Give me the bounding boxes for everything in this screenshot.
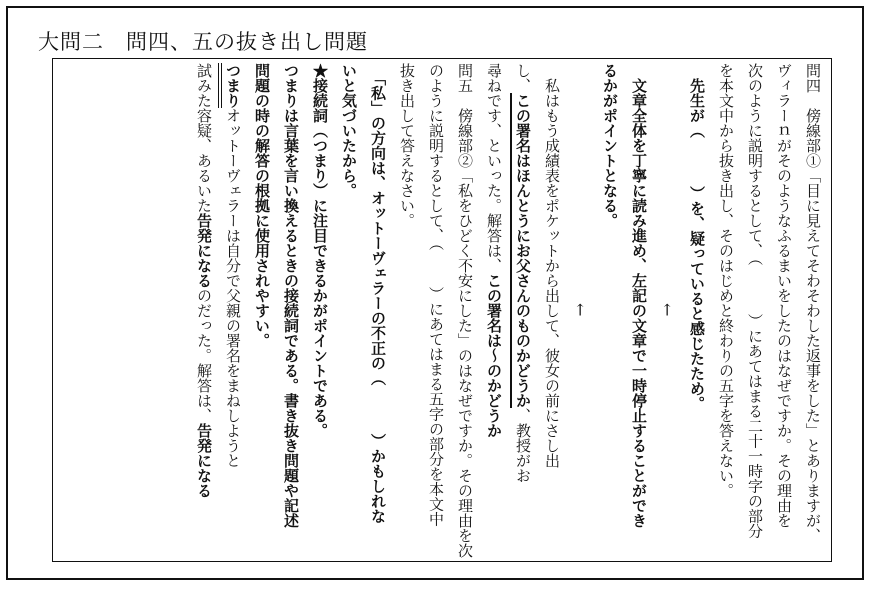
q4-underlined-answer: この署名はほんとうにお父さんのものかどうか [510,93,532,408]
q5-line-4 [363,63,392,557]
q5-line-4a: 「私」の方向は、オットーヴェラーの不正の（ [369,78,387,386]
q4-note-2: るかがポイントとなる。 [601,63,619,228]
q5-excerpt-2a: 試みた容疑、あるいた [195,63,213,213]
q4-passage-1-text: 私はもう成績表をポケットから出して、彼女の前にさし出 [543,78,561,468]
vertical-text-body [57,63,827,557]
q5-line-2b: ）にあてはまる五字の部分を本文中 [427,286,445,527]
q5-excerpt-1b: オットーヴェラーは自分で父親の署名をまねしようと [224,108,242,468]
q5-excerpt-1 [218,63,247,557]
q4-line-5a: 先生が（ [688,78,706,138]
q5-excerpt-2c: のだった。解答は、 [195,288,213,423]
page-title: 大問二 問四、五の抜き出し問題 [38,30,368,54]
q5-line-5: いと気づいたから。 [340,63,358,198]
q5-emphasis: 告発になる [195,213,213,288]
q5-excerpt-2 [189,63,218,557]
q4-line-3a: 次のように説明するとして、（ [746,63,764,266]
arrow-icon-2: ← [571,303,590,317]
q4-line-2: ヴィラーｎがそのようなふるまいをしたのはなぜですか。その理由を [775,63,793,528]
q5-line-4b: ）かもしれな [369,433,387,524]
document-box [52,58,832,562]
q4-line-4: を本文中から抜き出し、そのはじめと終わりの五字を答えない。 [717,63,735,498]
q4-passage-1 [537,63,566,557]
q5-answer: 告発になる [195,423,213,498]
q4-passage-3a: 尋ねです、といった。解答は、 [485,63,503,273]
q5-keyword: つまり [218,63,242,108]
q4-line-3 [740,63,769,557]
q4-passage-3 [479,63,508,557]
q5-star-1: ★接続詞（つまり）に注目できるかがポイントである。 [311,63,329,438]
q4-line-5 [682,63,711,557]
q4-note-1 [624,63,653,557]
q4-note-1-text: 文章全体を丁寧に読み進め、左記の文章で一時停止することができ [630,78,648,528]
q4-line-5b: ）を、疑っていると感じたため。 [688,186,706,411]
q5-star-3: 問題の時の解答の根拠に使用されやすい。 [253,63,271,348]
q5-line-2 [421,63,450,557]
page-frame [6,6,864,580]
arrow-icon: ← [658,303,677,317]
q5-line-1: 問五 傍線部②「私をひどく不安にした」のはなぜですか。その理由を次 [456,63,474,558]
q5-line-3: 抜き出して答えなさい。 [398,63,416,228]
q4-line-3b: ）にあてはまる二十一時字の部分 [746,313,764,539]
q4-answer: この署名は〜のかどうか [485,273,503,438]
q4-passage-2a: し、 [514,63,532,93]
q5-line-2a: のように説明するとして、（ [427,63,445,251]
q4-line-1: 問四 傍線部①「目に見えてそわそわした返事をした」とありますが、 [804,63,822,543]
q5-star-2: つまりは言葉を言い換えるときの接続詞である。書き抜き問題や記述 [282,63,300,528]
q4-passage-2 [508,63,537,557]
q4-passage-2c: 、教授がお [514,408,532,483]
